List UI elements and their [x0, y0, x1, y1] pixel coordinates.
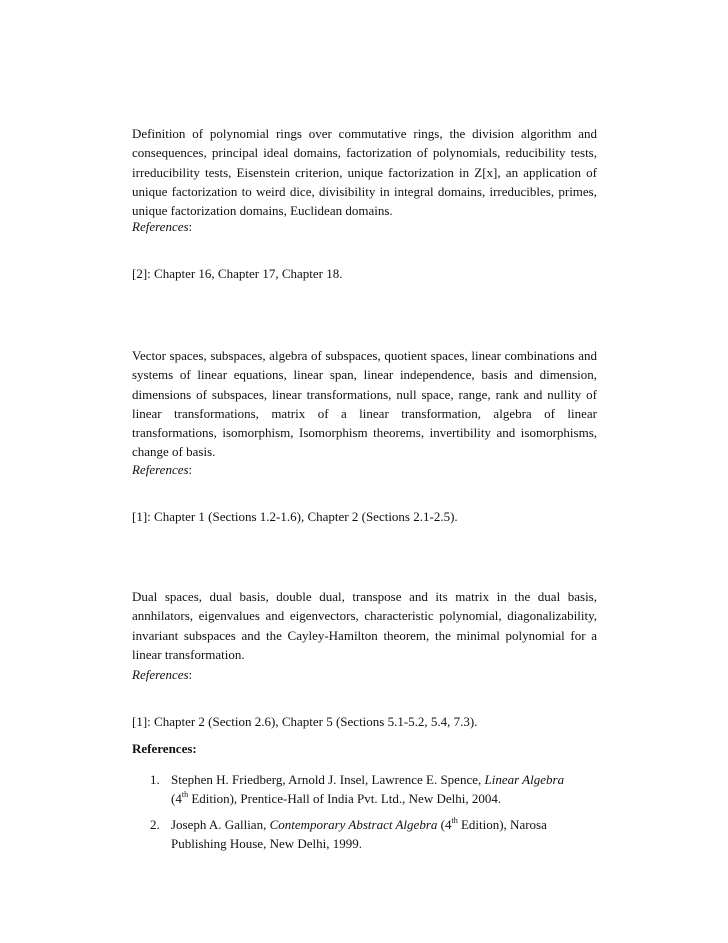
reference-text	[171, 770, 600, 808]
reference-title: Linear Algebra	[484, 772, 565, 787]
reference-edition-sup: th	[451, 815, 458, 825]
reference-edition-open: (4	[171, 791, 182, 806]
section-2-references-label	[132, 460, 597, 479]
references-label-colon: :	[188, 462, 193, 477]
reference-authors: Stephen H. Friedberg, Arnold J. Insel, Lawrence E. Spence,	[171, 772, 485, 787]
references-label-text: References	[132, 667, 189, 682]
references-label-colon: :	[188, 219, 193, 234]
section-1-body: Definition of polynomial rings over commutative rings, the division algorithm and consequences, principal ideal domains, factorization of polynomials, reducibility tests, irreducibility tests, Eisenstein criterion, unique factorization in Z[x], an application of unique factorization to weird dice, divisibility in integral domains, irreducibles, primes, unique factorization domains, Euclidean domains.	[132, 126, 597, 219]
reference-item-1	[150, 770, 600, 808]
reference-authors: Joseph A. Gallian,	[171, 817, 270, 832]
reference-item-2	[150, 815, 600, 853]
reference-rest: Edition), Prentice-Hall of India Pvt. Ltd., New Delhi, 2004.	[188, 791, 502, 806]
references-label-text: References	[132, 462, 189, 477]
reference-title: Contemporary Abstract Algebra	[269, 817, 438, 832]
reference-edition-open: (4	[437, 817, 452, 832]
references-heading: References:	[132, 741, 197, 756]
reference-edition-sup: th	[181, 789, 189, 799]
section-3-body: Dual spaces, dual basis, double dual, transpose and its matrix in the dual basis, annhilators, eigenvalues and eigenvectors, characteristic polynomial, diagonalizability, invariant subspaces and the Cayley-Hamilton theorem, the minimal polynomial for a linear transformation.	[132, 589, 597, 662]
references-label-text: References	[132, 219, 189, 234]
reference-rest: Edition), Narosa Publishing House, New Delhi, 1999.	[171, 817, 547, 851]
section-2-body: Vector spaces, subspaces, algebra of subspaces, quotient spaces, linear combinations and systems of linear equations, linear span, linear independence, basis and dimension, dimensions of subspaces, linear transformations, null space, range, rank and nullity of linear transformations, matrix of a linear transformation, algebra of linear transformations, isomorphism, Isomorphism theorems, invertibility and isomorphisms, change of basis.	[132, 348, 597, 460]
reference-number: 2.	[150, 817, 160, 832]
section-2-reference: [1]: Chapter 1 (Sections 1.2-1.6), Chapter 2 (Sections 2.1-2.5).	[132, 509, 458, 524]
section-1-references-label	[132, 217, 597, 236]
reference-text	[171, 815, 600, 853]
section-3-reference: [1]: Chapter 2 (Section 2.6), Chapter 5 (Sections 5.1-5.2, 5.4, 7.3).	[132, 714, 478, 729]
references-label-colon: :	[188, 667, 193, 682]
section-1-reference: [2]: Chapter 16, Chapter 17, Chapter 18.	[132, 266, 343, 281]
reference-number: 1.	[150, 772, 160, 787]
section-3-references-label	[132, 665, 597, 684]
